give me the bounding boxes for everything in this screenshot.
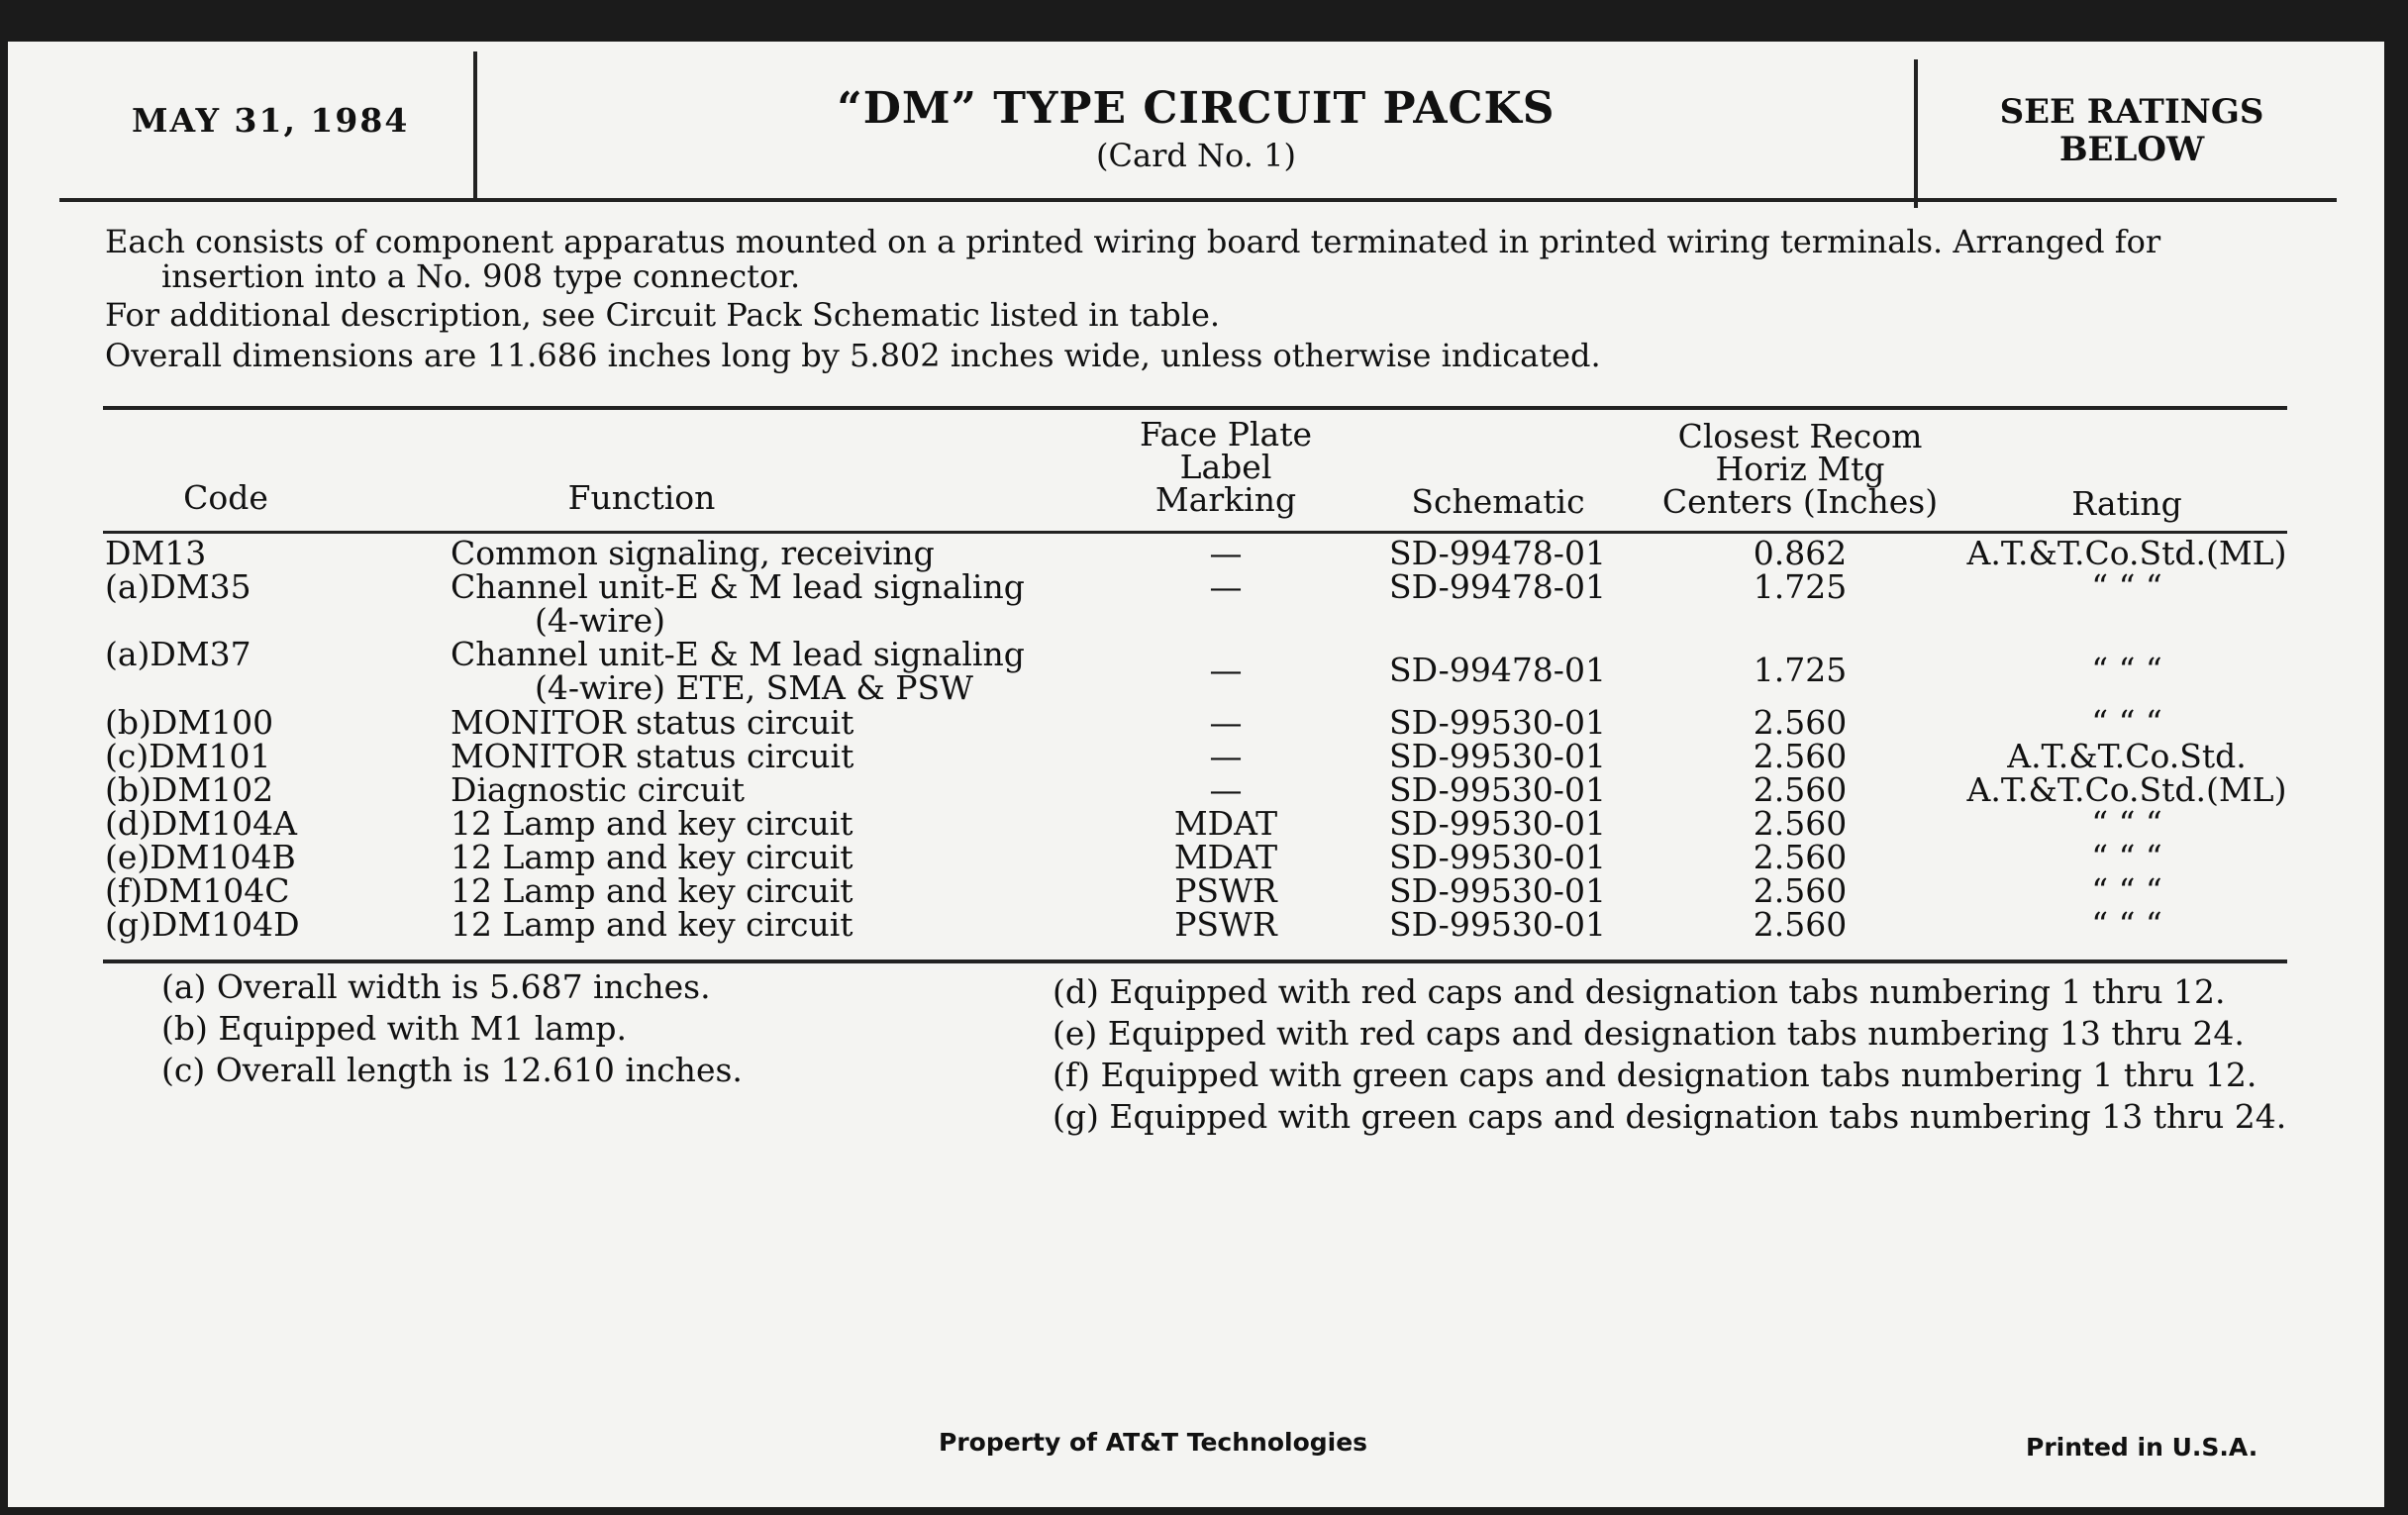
cell-centers: 0.862 [1753,534,1848,572]
cell-function: 12 Lamp and key circuit [451,804,853,843]
cell-code: (c)DM101 [105,737,271,775]
cell-rating: A.T.&T.Co.Std. [2007,737,2247,775]
centers-header-line-1: Closest Recom [1677,417,1923,455]
cell-code: (b)DM102 [105,770,274,809]
cell-function: MONITOR status circuit [451,703,854,742]
faceplate-header-line-1: Face Plate [1139,415,1313,454]
footnote-f: (f) Equipped with green caps and designation tabs numbering 1 thru 12. [1053,1056,2258,1094]
cell-rating: A.T.&T.Co.Std.(ML) [1966,534,2287,572]
cell-faceplate: MDAT [1173,838,1278,876]
centers-header-line-2: Horiz Mtg [1715,450,1885,488]
cell-centers: 2.560 [1753,804,1848,843]
col-header-code: Code [183,478,268,517]
cell-centers: 1.725 [1753,651,1848,689]
cell-centers: 2.560 [1753,838,1848,876]
description-line-1: Each consists of component apparatus mounted on a printed wiring board terminated in printed wiring terminals. Arranged for [105,223,2161,260]
cell-centers: 1.725 [1753,567,1848,606]
cell-faceplate: — [1209,770,1243,809]
ratings-line-1: SEE RATINGS [1999,92,2264,132]
col-header-centers [1632,417,1968,521]
page-subtitle: (Card No. 1) [1096,137,1296,174]
cell-schematic: SD-99478-01 [1389,651,1606,689]
cell-schematic: SD-99530-01 [1389,905,1606,944]
cell-rating: “ “ “ [2091,871,2162,910]
cell-schematic: SD-99478-01 [1389,567,1606,606]
col-header-function: Function [567,478,716,517]
footnote-a: (a) Overall width is 5.687 inches. [161,967,711,1006]
cell-function: Diagnostic circuit [451,770,746,809]
cell-faceplate: — [1209,703,1243,742]
cell-centers: 2.560 [1753,703,1848,742]
footnote-b: (b) Equipped with M1 lamp. [161,1009,627,1048]
footnote-g: (g) Equipped with green caps and designation tabs numbering 13 thru 24. [1053,1097,2287,1136]
cell-faceplate: MDAT [1173,804,1278,843]
cell-code: (b)DM100 [105,703,274,742]
cell-rating: “ “ “ [2091,567,2162,606]
cell-rating: A.T.&T.Co.Std.(ML) [1966,770,2287,809]
centers-header-line-3: Centers (Inches) [1661,482,1939,521]
table-top-rule [103,406,2287,410]
page-title: “DM” TYPE CIRCUIT PACKS [837,83,1555,134]
cell-code: (d)DM104A [105,804,297,843]
ratings-line-2: BELOW [2058,130,2205,169]
cell-faceplate: — [1209,567,1243,606]
cell-code: DM13 [105,534,207,572]
footnote-e: (e) Equipped with red caps and designation tabs numbering 13 thru 24. [1053,1014,2245,1053]
see-ratings-note [1924,93,2340,168]
cell-centers: 2.560 [1753,871,1848,910]
header-rule [59,198,2337,202]
cell-function-continued: (4-wire) ETE, SMA & PSW [535,668,973,707]
cell-rating: “ “ “ [2091,804,2162,843]
cell-rating: “ “ “ [2091,651,2162,689]
cell-function: MONITOR status circuit [451,737,854,775]
cell-schematic: SD-99478-01 [1389,534,1606,572]
cell-schematic: SD-99530-01 [1389,871,1606,910]
cell-faceplate: — [1209,534,1243,572]
faceplate-header-line-2: Label [1179,448,1272,486]
cell-function: Channel unit-E & M lead signaling [451,635,1025,673]
description-line-3: For additional description, see Circuit Pack Schematic listed in table. [105,296,1221,334]
cell-schematic: SD-99530-01 [1389,804,1606,843]
catalog-card [8,42,2384,1507]
cell-code: (f)DM104C [105,871,290,910]
cell-rating: “ “ “ [2091,703,2162,742]
cell-function: Channel unit-E & M lead signaling [451,567,1025,606]
col-header-rating: Rating [2071,484,2182,523]
footnote-c: (c) Overall length is 12.610 inches. [161,1051,743,1089]
col-header-faceplate [1077,415,1374,519]
cell-rating: “ “ “ [2091,838,2162,876]
scan-edge [2384,0,2408,1515]
table-header-rule [103,531,2287,534]
card-date: MAY 31, 1984 [132,101,410,140]
cell-code: (g)DM104D [105,905,300,944]
cell-code: (a)DM35 [105,567,251,606]
cell-schematic: SD-99530-01 [1389,703,1606,742]
cell-schematic: SD-99530-01 [1389,838,1606,876]
cell-centers: 2.560 [1753,905,1848,944]
cell-centers: 2.560 [1753,770,1848,809]
header-divider-right [1914,59,1918,208]
table-bottom-rule [103,960,2287,963]
cell-faceplate: — [1209,737,1243,775]
cell-faceplate: — [1209,651,1243,689]
cell-function: 12 Lamp and key circuit [451,838,853,876]
footnote-d: (d) Equipped with red caps and designation tabs numbering 1 thru 12. [1053,972,2226,1011]
col-header-schematic: Schematic [1411,482,1585,521]
description-line-4: Overall dimensions are 11.686 inches long by 5.802 inches wide, unless otherwise indicated. [105,337,1601,374]
cell-faceplate: PSWR [1174,871,1277,910]
cell-centers: 2.560 [1753,737,1848,775]
cell-schematic: SD-99530-01 [1389,737,1606,775]
cell-function: 12 Lamp and key circuit [451,905,853,944]
cell-code: (e)DM104B [105,838,296,876]
footer-property: Property of AT&T Technologies [939,1428,1368,1457]
cell-code: (a)DM37 [105,635,251,673]
cell-rating: “ “ “ [2091,905,2162,944]
cell-function-continued: (4-wire) [535,601,665,640]
description-line-2: insertion into a No. 908 type connector. [161,257,801,295]
faceplate-header-line-3: Marking [1154,480,1297,519]
cell-faceplate: PSWR [1174,905,1277,944]
cell-function: 12 Lamp and key circuit [451,871,853,910]
cell-function: Common signaling, receiving [451,534,935,572]
cell-schematic: SD-99530-01 [1389,770,1606,809]
footer-printed: Printed in U.S.A. [2026,1433,2258,1462]
